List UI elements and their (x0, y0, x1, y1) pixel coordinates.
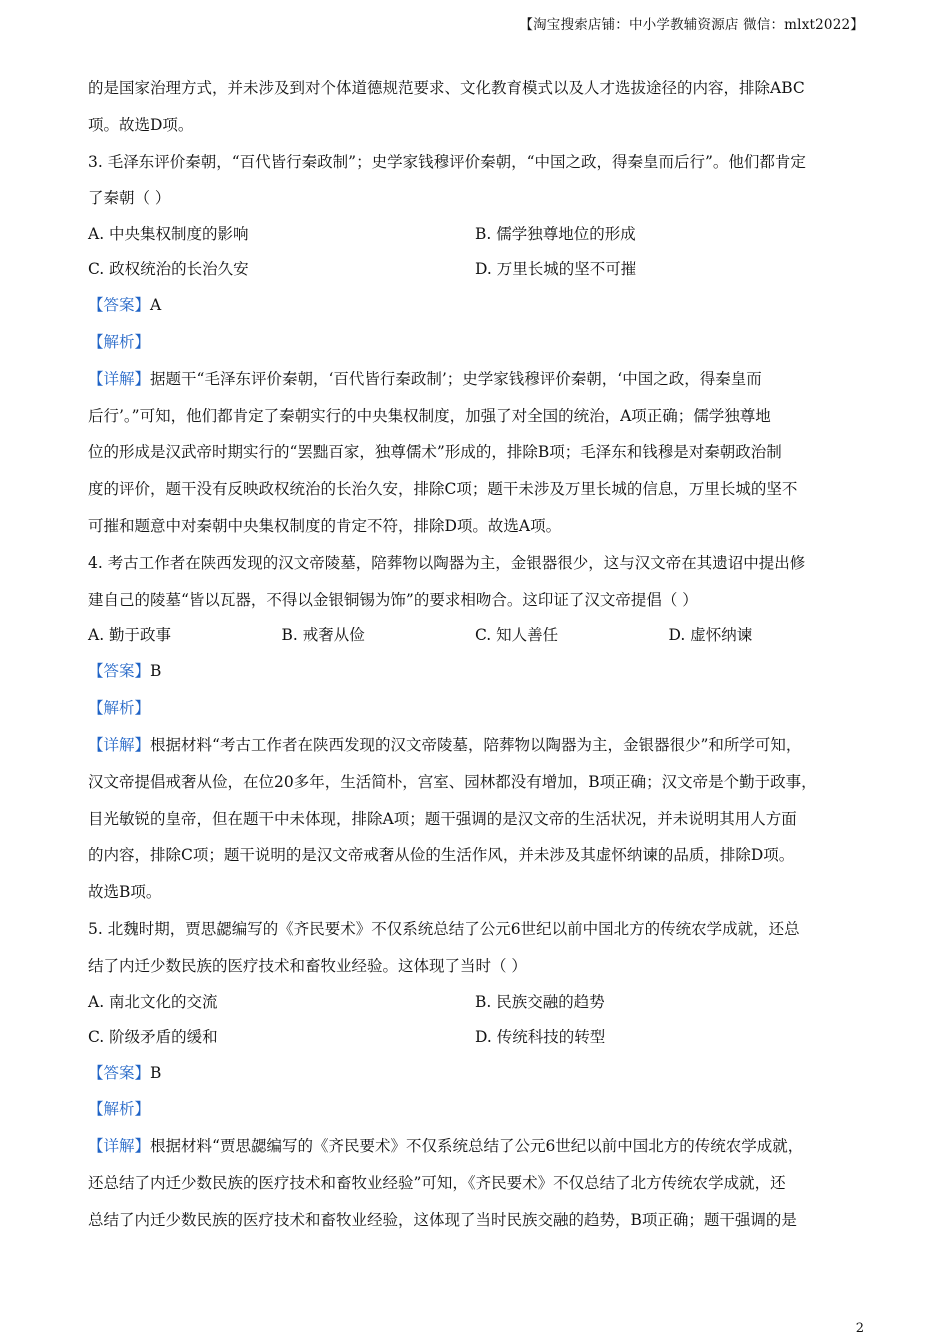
continuation-line: 项。故选D项。 (88, 115, 194, 134)
answer-value: B (150, 1063, 162, 1082)
question-4 (88, 545, 862, 911)
question-stem: 4. 考古工作者在陕西发现的汉文帝陵墓，陪葬物以陶器为主，金银器很少，这与汉文帝在其遗诏中提出修 (88, 553, 806, 572)
detail-text: 据题干“毛泽东评价秦朝，‘百代皆行秦政制’；史学家钱穆评价秦朝，‘中国之政，得秦皇而 (150, 369, 762, 388)
detail-line: 位的形成是汉武帝时期实行的“罢黜百家，独尊儒术”形成的，排除B项；毛泽东和钱穆是对秦朝政治制 (88, 443, 782, 462)
option-a: A. 中央集权制度的影响 (88, 225, 249, 244)
answer-tag: 【答案】 (88, 296, 151, 315)
question-stem: 结了内迁少数民族的医疗技术和畜牧业经验。这体现了当时（ ） (88, 956, 527, 975)
detail-text: 根据材料“贾思勰编写的《齐民要术》不仅系统总结了公元6世纪以前中国北方的传统农学成就， (150, 1137, 804, 1156)
analysis-line (88, 324, 862, 361)
detail-line: 的内容，排除C项；题干说明的是汉文帝戒奢从俭的生活作风，并未涉及其虚怀纳谏的品质，排除D项。 (88, 846, 795, 865)
detail-line: 目光敏锐的皇帝，但在题干中未体现，排除A项；题干强调的是汉文帝的生活状况，并未说明其用人方面 (88, 809, 797, 828)
detail-tag: 【详解】 (88, 735, 151, 754)
option-b: B. 民族交融的趋势 (475, 992, 605, 1011)
options-row (88, 618, 862, 653)
detail-line: 汉文帝提倡戒奢从俭，在位20多年，生活简朴，宫室、园林都没有增加，B项正确；汉文帝是个勤于政事， (88, 772, 817, 791)
detail-line: 故选B项。 (88, 883, 162, 902)
analysis-tag: 【解析】 (88, 332, 151, 351)
options-row (88, 1020, 862, 1055)
question-3 (88, 144, 862, 545)
detail-line (88, 727, 862, 764)
option-d: D. 虚怀纳谏 (668, 626, 753, 645)
analysis-tag: 【解析】 (88, 699, 151, 718)
option-c: C. 政权统治的长治久安 (88, 260, 249, 279)
option-d: D. 传统科技的转型 (475, 1027, 606, 1046)
option-b: B. 儒学独尊地位的形成 (475, 225, 636, 244)
detail-line (88, 361, 862, 398)
question-stem: 3. 毛泽东评价秦朝，“百代皆行秦政制”；史学家钱穆评价秦朝，“中国之政，得秦皇而后行”。他们都肯定 (88, 152, 806, 171)
answer-line (88, 1055, 862, 1092)
question-stem: 了秦朝（ ） (88, 189, 171, 208)
page-number: 2 (855, 1321, 864, 1336)
answer-tag: 【答案】 (88, 1063, 151, 1082)
option-a: A. 南北文化的交流 (88, 992, 218, 1011)
page-header-banner: 【淘宝搜索店铺：中小学教辅资源店 微信：mlxt2022】 (519, 17, 864, 33)
options-row (88, 252, 862, 287)
continuation-line: 的是国家治理方式，并未涉及到对个体道德规范要求、文化教育模式以及人才选拔途径的内容，排除ABC (88, 79, 805, 97)
question-stem: 建自己的陵墓“皆以瓦器，不得以金银铜锡为饰”的要求相吻合。这印证了汉文帝提倡（ ） (88, 590, 698, 609)
options-row (88, 985, 862, 1020)
detail-text: 根据材料“考古工作者在陕西发现的汉文帝陵墓，陪葬物以陶器为主，金银器很少”和所学可知， (150, 735, 802, 754)
option-c: C. 阶级矛盾的缓和 (88, 1027, 218, 1046)
answer-tag: 【答案】 (88, 662, 151, 681)
detail-line: 总结了内迁少数民族的医疗技术和畜牧业经验，这体现了当时民族交融的趋势，B项正确；题干强调的是 (88, 1210, 797, 1229)
option-b: B. 戒奢从俭 (281, 626, 365, 645)
option-a: A. 勤于政事 (88, 626, 172, 645)
detail-line: 后行’。”可知，他们都肯定了秦朝实行的中央集权制度，加强了对全国的统治，A项正确；儒学独尊地 (88, 406, 771, 425)
analysis-line (88, 1091, 862, 1128)
analysis-line (88, 690, 862, 727)
options-row (88, 217, 862, 252)
detail-line (88, 1128, 862, 1165)
question-stem: 5. 北魏时期，贾思勰编写的《齐民要术》不仅系统总结了公元6世纪以前中国北方的传统农学成就，还总 (88, 919, 800, 938)
option-d: D. 万里长城的坚不可摧 (475, 260, 637, 279)
answer-value: A (150, 296, 162, 315)
analysis-tag: 【解析】 (88, 1100, 151, 1119)
detail-line: 可摧和题意中对秦朝中央集权制度的肯定不符，排除D项。故选A项。 (88, 516, 562, 535)
answer-value: B (150, 662, 162, 681)
document-body (88, 70, 862, 1239)
detail-line: 还总结了内迁少数民族的医疗技术和畜牧业经验”可知，《齐民要术》不仅总结了北方传统农学成就，还 (88, 1173, 786, 1192)
detail-tag: 【详解】 (88, 1137, 151, 1156)
detail-line: 度的评价，题干没有反映政权统治的长治久安，排除C项；题干未涉及万里长城的信息，万里长城的坚不 (88, 480, 798, 499)
answer-line (88, 287, 862, 324)
option-c: C. 知人善任 (475, 626, 559, 645)
answer-line (88, 653, 862, 690)
detail-tag: 【详解】 (88, 369, 151, 388)
question-5 (88, 911, 862, 1239)
